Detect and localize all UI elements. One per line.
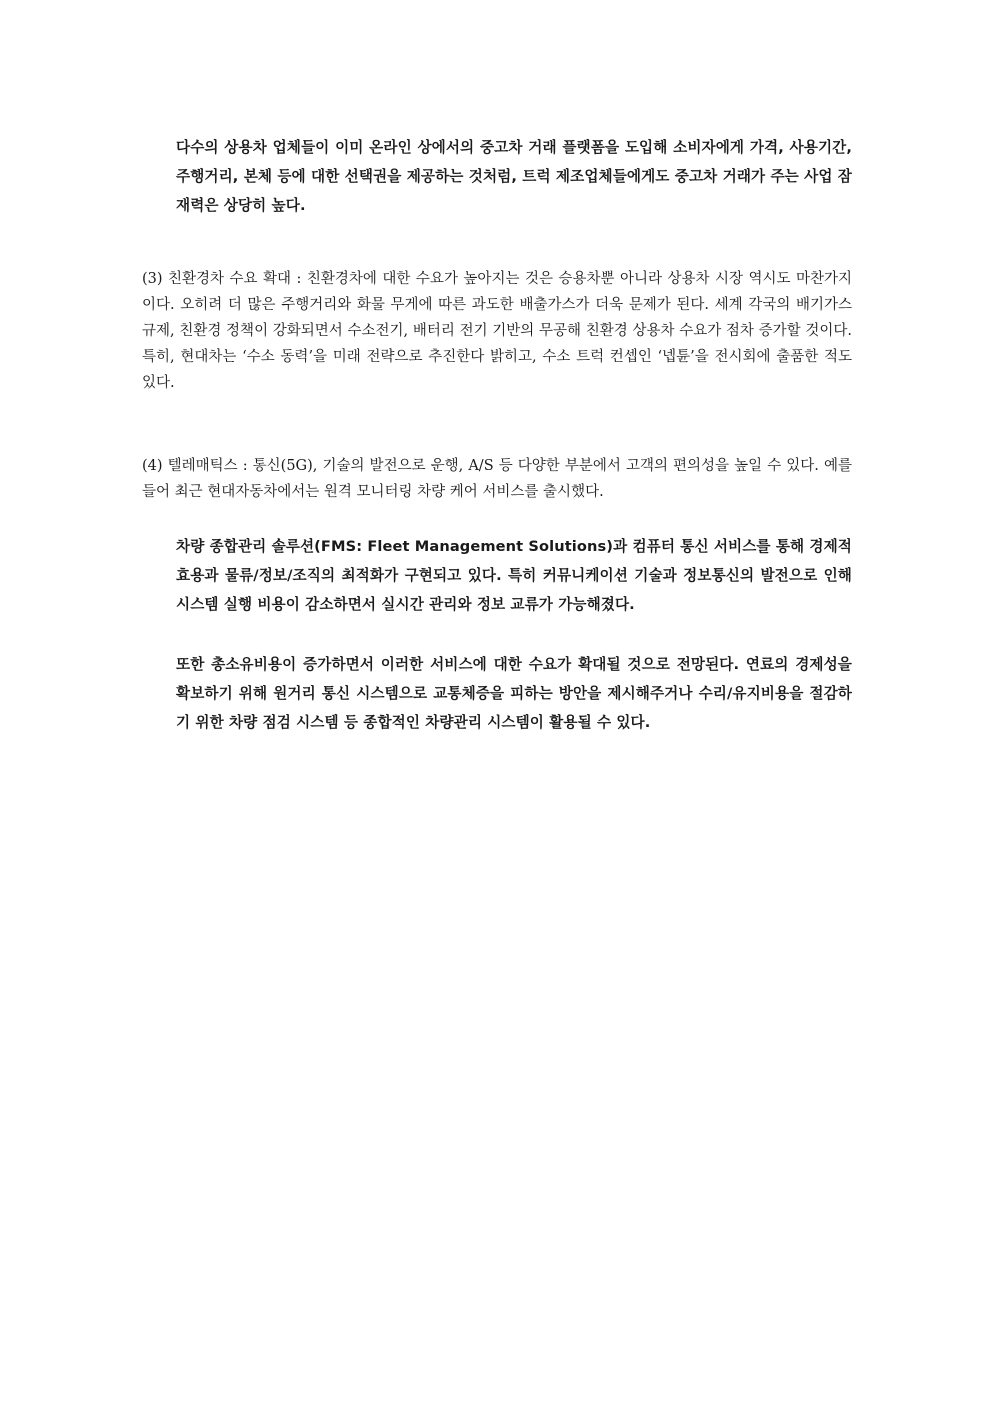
used-truck-platform-block (176, 133, 852, 220)
used-truck-platform-text: 다수의 상용차 업체들이 이미 온라인 상에서의 중고차 거래 플랫폼을 도입해 소비자에게 가격, 사용기간, 주행거리, 본체 등에 대한 선택권을 제공하는 것처럼, 트럭 제조업체들에게도 중고차 거래가 주는 사업 잠재력은 상당히 높다. (176, 139, 852, 214)
eco-vehicle-demand-paragraph: (3) 친환경차 수요 확대 : 친환경차에 대한 수요가 높아지는 것은 승용차뿐 아니라 상용차 시장 역시도 마찬가지이다. 오히려 더 많은 주행거리와 화물 무게에 따른 과도한 배출가스가 더욱 문제가 된다. 세계 각국의 배기가스 규제, 친환경 정책이 강화되면서 수소전기, 배터리 전기 기반의 무공해 친환경 상용차 수요가 점차 증가할 것이다. 특히, 현대차는 ‘수소 동력’을 미래 전략으로 추진한다 밝히고, 수소 트럭 컨셉인 ‘넵튠’을 전시회에 출품한 적도 있다. (142, 271, 852, 391)
fleet-management-outlook-text: 또한 총소유비용이 증가하면서 이러한 서비스에 대한 수요가 확대될 것으로 전망된다. 연료의 경제성을 확보하기 위해 원거리 통신 시스템으로 교통체증을 피하는 방안을 제시해주거나 수리/유지비용을 절감하기 위한 차량 점검 시스템 등 종합적인 차량관리 시스템이 활용될 수 있다. (176, 656, 852, 731)
fms-solutions-block (176, 532, 852, 619)
fleet-management-outlook-block (176, 650, 852, 737)
fms-solutions-text: 차량 종합관리 솔루션(FMS: Fleet Management Solutions)과 컴퓨터 통신 서비스를 통해 경제적 효용과 물류/정보/조직의 최적화가 구현되고 있다. 특히 커뮤니케이션 기술과 정보통신의 발전으로 인해 시스템 실행 비용이 감소하면서 실시간 관리와 정보 교류가 가능해졌다. (176, 538, 852, 613)
telematics-paragraph: (4) 텔레매틱스 : 통신(5G), 기술의 발전으로 운행, A/S 등 다양한 부분에서 고객의 편의성을 높일 수 있다. 예를 들어 최근 현대자동차에서는 원격 모니터링 차량 케어 서비스를 출시했다. (142, 458, 852, 500)
